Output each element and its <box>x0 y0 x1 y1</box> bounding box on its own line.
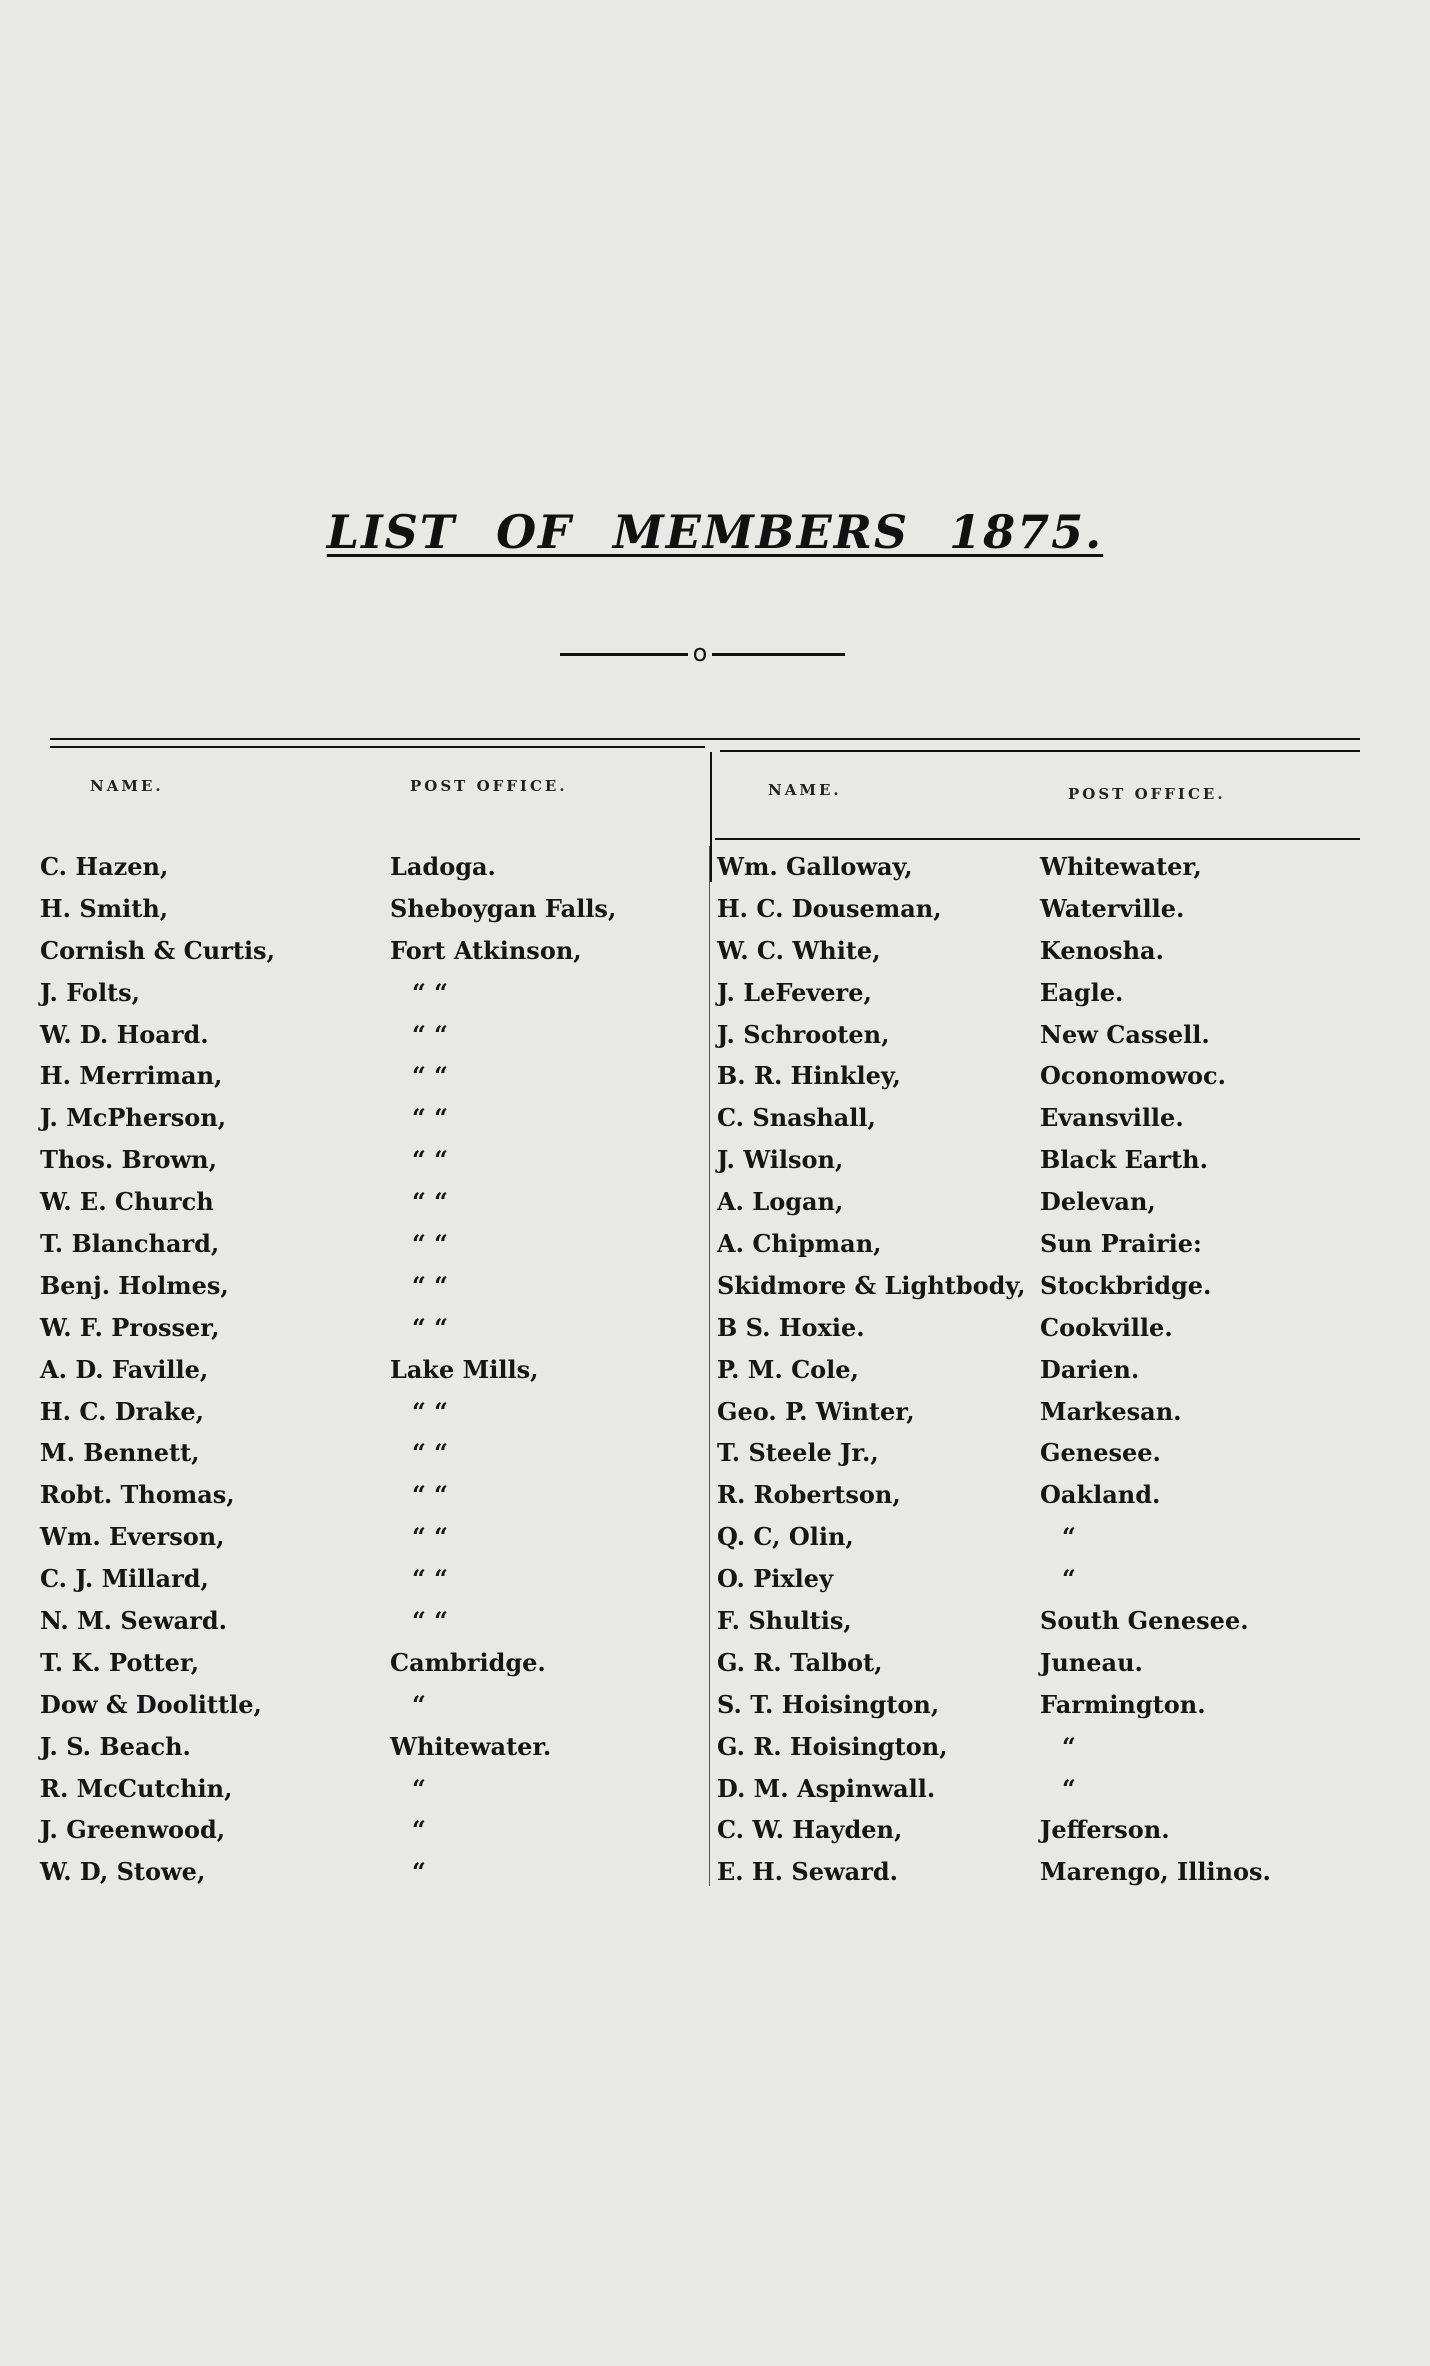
member-post-office: Oconomowoc. <box>1040 1061 1227 1091</box>
member-post-office: “ <box>1062 1522 1076 1552</box>
member-name: Wm. Everson, <box>40 1522 225 1552</box>
member-name: F. Shultis, <box>717 1606 852 1636</box>
member-name: G. R. Hoisington, <box>717 1731 948 1761</box>
member-name: H. Merriman, <box>40 1061 223 1091</box>
member-post-office: “ “ <box>412 1019 448 1049</box>
member-post-office: South Genesee. <box>1040 1606 1249 1636</box>
table-top-rule-left-second <box>50 746 705 748</box>
member-name: Dow & Doolittle, <box>40 1689 262 1719</box>
member-name: B. R. Hinkley, <box>717 1061 901 1091</box>
title-ornament <box>560 638 845 668</box>
left-name-column <box>40 846 360 1893</box>
table-top-rule <box>50 738 1360 740</box>
member-name: A. Logan, <box>717 1187 844 1217</box>
member-name: W. E. Church <box>40 1187 214 1217</box>
member-post-office: Whitewater, <box>1040 852 1202 881</box>
member-name: Q. C, Olin, <box>717 1522 854 1552</box>
member-post-office: Markesan. <box>1040 1396 1182 1426</box>
member-name: A. Chipman, <box>717 1229 882 1259</box>
member-post-office: “ “ <box>412 1438 448 1468</box>
member-post-office: Cookville. <box>1040 1312 1173 1342</box>
member-post-office: “ <box>412 1857 426 1887</box>
member-name: J. S. Beach. <box>40 1731 191 1761</box>
member-post-office: Evansville. <box>1040 1103 1184 1133</box>
member-name: T. Blanchard, <box>40 1229 220 1259</box>
member-post-office: “ “ <box>412 1564 448 1594</box>
member-name: J. LeFevere, <box>717 977 872 1007</box>
member-name: H. Smith, <box>40 893 169 923</box>
member-post-office: Delevan, <box>1040 1187 1156 1217</box>
member-post-office: Darien. <box>1040 1354 1140 1384</box>
member-name: W. D, Stowe, <box>40 1857 206 1887</box>
table-header-rule <box>715 838 1360 840</box>
member-post-office: Farmington. <box>1040 1689 1206 1719</box>
member-post-office: “ “ <box>412 1270 448 1300</box>
left-post-office-column <box>390 846 690 1893</box>
member-post-office: “ <box>412 1773 426 1803</box>
ornament-rule-right <box>712 653 845 656</box>
member-post-office: “ <box>1062 1564 1076 1594</box>
member-post-office: Black Earth. <box>1040 1145 1208 1175</box>
left-name-header: NAME. <box>90 777 164 795</box>
member-name: J. Greenwood, <box>40 1815 226 1845</box>
member-name: Wm. Galloway, <box>717 852 913 881</box>
ornament-rule-left <box>560 653 688 656</box>
member-name: Thos. Brown, <box>40 1145 217 1175</box>
table-column-divider-lower <box>709 846 710 1886</box>
member-name: M. Bennett, <box>40 1438 200 1468</box>
member-name: N. M. Seward. <box>40 1606 227 1636</box>
member-name: H. C. Drake, <box>40 1396 205 1426</box>
member-post-office: Juneau. <box>1040 1647 1143 1677</box>
right-name-header: NAME. <box>768 781 842 799</box>
member-post-office: “ “ <box>412 1606 448 1636</box>
member-name: Cornish & Curtis, <box>40 935 275 965</box>
member-post-office: Jefferson. <box>1040 1815 1170 1845</box>
member-name: J. Schrooten, <box>717 1019 890 1049</box>
member-post-office: “ <box>1062 1731 1076 1761</box>
member-post-office: Stockbridge. <box>1040 1270 1212 1300</box>
page-title: LIST OF MEMBERS 1875. <box>326 505 1104 559</box>
table-column-divider <box>710 752 712 882</box>
member-post-office: “ “ <box>412 1312 448 1342</box>
member-post-office: “ “ <box>412 1396 448 1426</box>
right-name-column <box>717 846 1037 1893</box>
member-name: A. D. Faville, <box>40 1354 209 1384</box>
member-post-office: Marengo, Illinos. <box>1040 1857 1271 1887</box>
member-post-office: Waterville. <box>1040 893 1185 923</box>
member-name: R. McCutchin, <box>40 1773 233 1803</box>
member-post-office: “ “ <box>412 1103 448 1133</box>
member-name: D. M. Aspinwall. <box>717 1773 936 1803</box>
member-post-office: “ “ <box>412 1522 448 1552</box>
member-name: Robt. Thomas, <box>40 1480 235 1510</box>
right-post-office-header: POST OFFICE. <box>1068 785 1226 803</box>
member-name: C. J. Millard, <box>40 1564 209 1594</box>
member-name: J. McPherson, <box>40 1103 227 1133</box>
member-post-office: Sheboygan Falls, <box>390 893 617 923</box>
member-name: Skidmore & Lightbody, <box>717 1270 1026 1300</box>
member-post-office: “ “ <box>412 1145 448 1175</box>
member-post-office: “ “ <box>412 1480 448 1510</box>
member-post-office: “ “ <box>412 1187 448 1217</box>
member-name: G. R. Talbot, <box>717 1647 883 1677</box>
member-post-office: “ “ <box>412 1061 448 1091</box>
member-post-office: “ “ <box>412 977 448 1007</box>
member-name: C. Snashall, <box>717 1103 876 1133</box>
member-post-office: Lake Mills, <box>390 1354 539 1384</box>
left-post-office-header: POST OFFICE. <box>410 777 568 795</box>
member-name: C. Hazen, <box>40 852 169 881</box>
member-post-office: Ladoga. <box>390 852 496 881</box>
member-post-office: “ <box>412 1689 426 1719</box>
member-name: Geo. P. Winter, <box>717 1396 915 1426</box>
member-name: S. T. Hoisington, <box>717 1689 940 1719</box>
member-post-office: “ “ <box>412 1229 448 1259</box>
member-name: H. C. Douseman, <box>717 893 942 923</box>
member-post-office: “ <box>1062 1773 1076 1803</box>
member-name: W. F. Prosser, <box>40 1312 220 1342</box>
member-name: P. M. Cole, <box>717 1354 859 1384</box>
member-name: Benj. Holmes, <box>40 1270 229 1300</box>
member-name: J. Folts, <box>40 977 141 1007</box>
member-post-office: Eagle. <box>1040 977 1124 1007</box>
member-name: O. Pixley <box>717 1564 834 1594</box>
member-name: W. C. White, <box>717 935 881 965</box>
ornament-glyph: o <box>692 639 708 667</box>
member-name: E. H. Seward. <box>717 1857 898 1887</box>
member-post-office: Oakland. <box>1040 1480 1161 1510</box>
right-post-office-column <box>1040 846 1380 1893</box>
member-name: T. Steele Jr., <box>717 1438 879 1468</box>
member-name: B S. Hoxie. <box>717 1312 865 1342</box>
member-name: T. K. Potter, <box>40 1647 200 1677</box>
member-post-office: Cambridge. <box>390 1647 546 1677</box>
member-name: C. W. Hayden, <box>717 1815 903 1845</box>
member-post-office: Kenosha. <box>1040 935 1164 965</box>
member-name: J. Wilson, <box>717 1145 844 1175</box>
table-top-rule-right-second <box>720 750 1360 752</box>
member-post-office: Genesee. <box>1040 1438 1161 1468</box>
member-post-office: New Cassell. <box>1040 1019 1210 1049</box>
member-post-office: Whitewater. <box>390 1731 552 1761</box>
member-post-office: “ <box>412 1815 426 1845</box>
member-name: W. D. Hoard. <box>40 1019 209 1049</box>
member-name: R. Robertson, <box>717 1480 901 1510</box>
member-post-office: Fort Atkinson, <box>390 935 582 965</box>
member-post-office: Sun Prairie: <box>1040 1229 1202 1259</box>
